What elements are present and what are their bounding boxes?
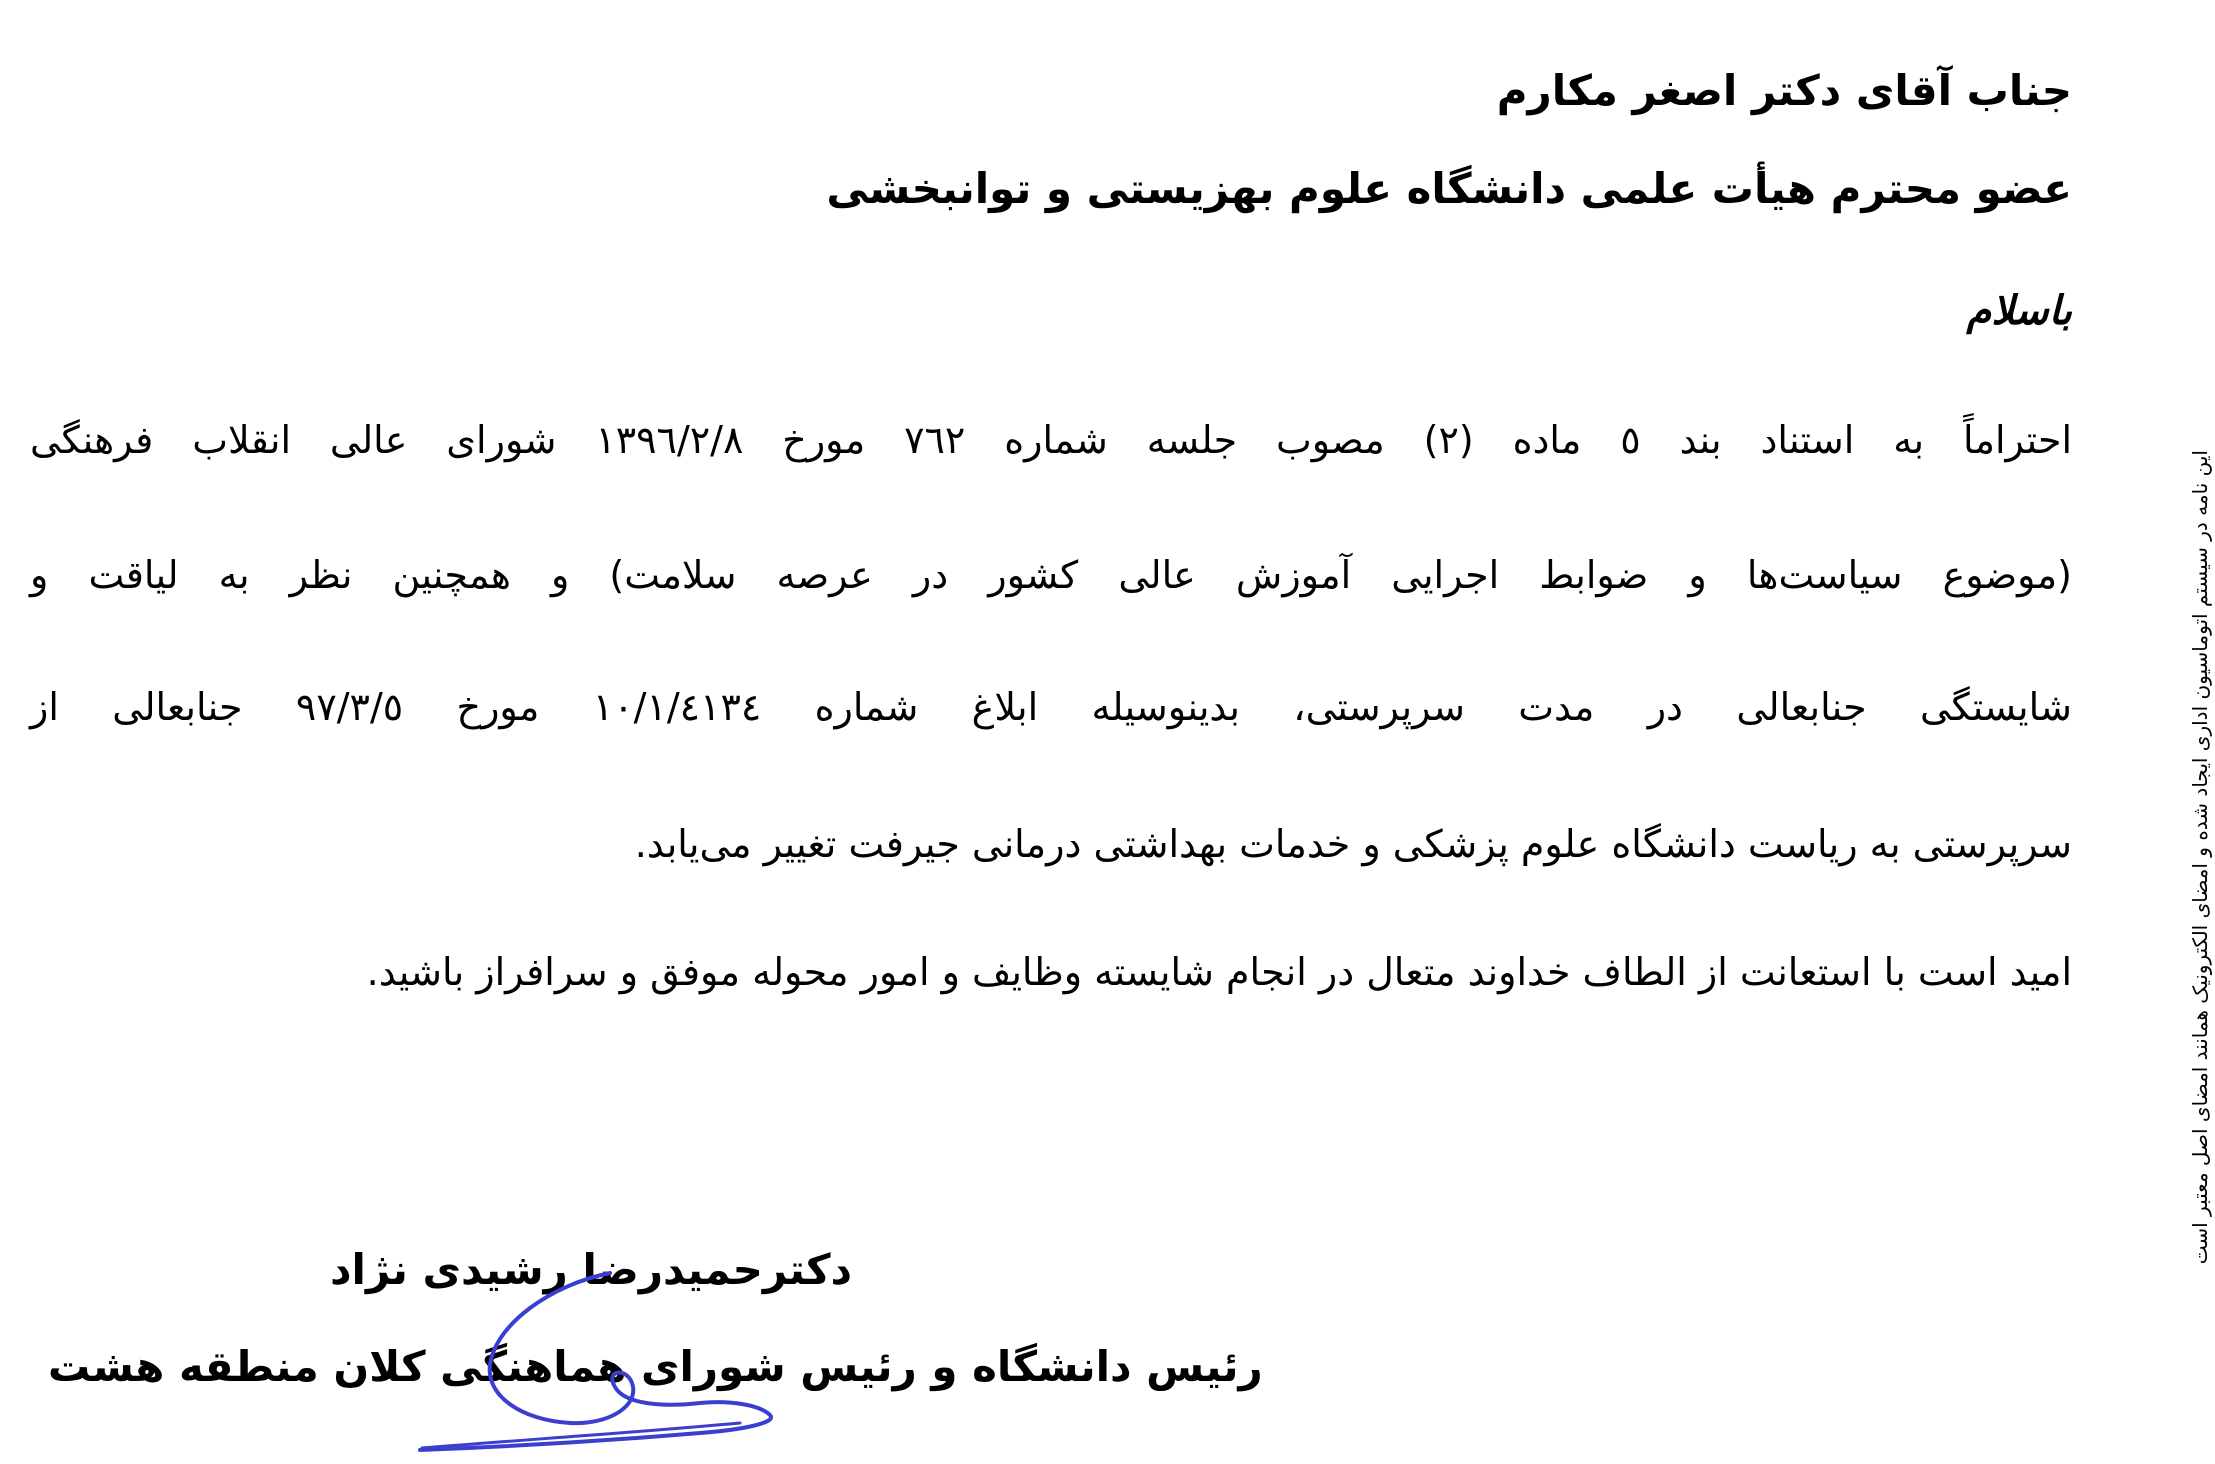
signer-title: رئیس دانشگاه و رئیس شورای هماهنگی کلان منطقه هشت	[48, 1342, 1263, 1391]
addressee-position: عضو محترم هیأت علمی دانشگاه علوم بهزیستی و توانبخشی	[826, 164, 2072, 213]
side-note: این نامه در سیستم اتوماسیون اداری ایجاد شده و امضای الکترونیک همانند امضای اصل معتبر است	[2188, 450, 2212, 1265]
body-line-4: سرپرستی به ریاست دانشگاه علوم پزشکی و خدمات بهداشتی درمانی جیرفت تغییر می‌یابد.	[634, 822, 2072, 866]
closing-paragraph: امید است با استعانت از الطاف خداوند متعال در انجام شایسته وظایف و امور محوله موفق و سرافراز باشید.	[366, 950, 2072, 994]
signer-name: دکترحمیدرضا رشیدی نژاد	[330, 1245, 853, 1294]
body-line-2: (موضوع سیاست‌ها و ضوابط اجرایی آموزش عالی کشور در عرصه سلامت) و همچنین نظر به لیاقت و	[30, 553, 2072, 597]
body-line-3: شایستگی جنابعالی در مدت سرپرستی، بدینوسیله ابلاغ شماره ١٠/١/٤١٣٤ مورخ ٩٧/٣/٥ جنابعالی از	[30, 685, 2073, 729]
addressee-name: جناب آقای دکتر اصغر مکارم	[1496, 66, 2072, 115]
body-line-1: احتراماً به استناد بند ٥ ماده (٢) مصوب جلسه شماره ٧٦٢ مورخ ١٣٩٦/٢/٨ شورای عالی انقلاب فرهنگی	[30, 418, 2073, 462]
handwritten-signature	[400, 1255, 800, 1464]
greeting: باسلام	[1966, 288, 2072, 334]
